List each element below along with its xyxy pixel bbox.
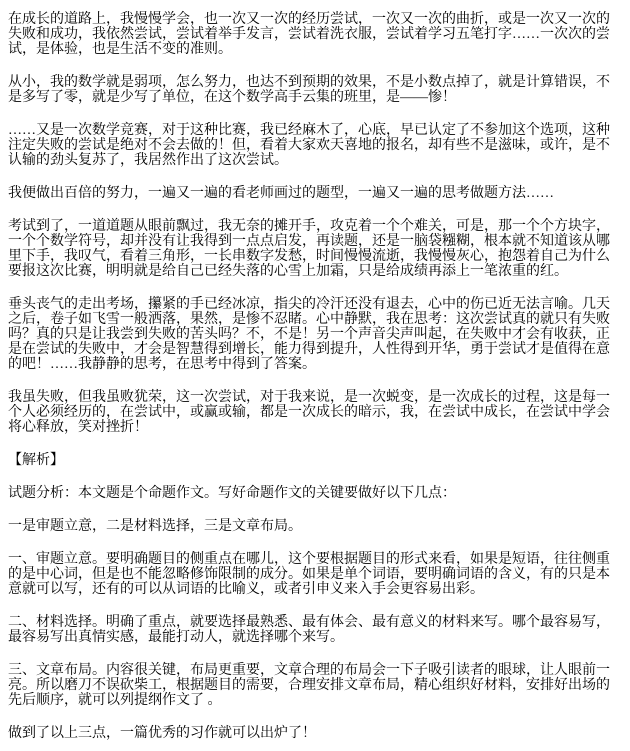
analysis-paragraph: 三、文章布局。内容很关键，布局更重要，文章合理的布局会一下子吸引读者的眼球，让人眼前一亮。所以磨刀不误砍柴工，根据题目的需要，合理安排文章布局，精心组织好材料，安排好出场的先后顺序，就可以列提纲作文了 。 [8, 663, 610, 708]
essay-paragraph: 考试到了，一道道题从眼前飘过，我无奈的摊开手，攻克着一个个难关，可是，那一个个方块字，一个个数学符号，却并没有让我得到一点点启发，再读题，还是一脑袋糨糊，根本就不知道该从哪里下手，我叹气，看着三角形，一长串数字发愁，时间慢慢流逝，我慢慢灰心，抱怨着自己为什么要报这次比赛，明明就是给自己已经失落的心雪上加霜，只是给成绩再添上一笔浓重的红。 [8, 219, 610, 279]
analysis-paragraph: 一、审题立意。要明确题目的侧重点在哪儿，这个要根据题目的形式来看，如果是短语，往往侧重的是中心词，但是也不能忽略修饰限制的成分。如果是单个词语，要明确词语的含义，有的只是本意就可以写，还有的可以从词语的比喻义，或者引申义来入手会更容易出彩。 [8, 552, 610, 597]
essay-paragraph: 从小，我的数学就是弱项，怎么努力，也达不到预期的效果，不是小数点掉了，就是计算错误，不是多写了零，就是少写了单位，在这个数学高手云集的班里，是——惨！ [8, 75, 610, 105]
analysis-paragraph: 试题分析：本文题是个命题作文。写好命题作文的关键要做好以下几点： [8, 486, 456, 501]
analysis-paragraph: 二、材料选择。明确了重点，就要选择最熟悉、最有体会、最有意义的材料来写。哪个最容易写，最容易写出真情实感，最能打动人，就选择哪个来写。 [8, 615, 610, 645]
analysis-paragraph: 一是审题立意，二是材料选择，三是文章布局。 [8, 519, 302, 534]
analysis-header: 【解析】 [8, 453, 64, 468]
essay-paragraph: 我便做出百倍的努力，一遍又一遍的看老师画过的题型，一遍又一遍的思考做题方法…… [8, 186, 554, 201]
analysis-paragraph: 做到了以上三点，一篇优秀的习作就可以出炉了！ [8, 726, 316, 741]
essay-section [8, 12, 622, 435]
essay-paragraph: 我虽失败，但我虽败犹荣，这一次尝试，对于我来说，是一次蜕变，是一次成长的过程，这是每一个人必须经历的，在尝试中，或赢或输，都是一次成长的暗示，我，在尝试中成长，在尝试中学会将心释放，笑对挫折！ [8, 390, 610, 435]
essay-paragraph: 垂头丧气的走出考场，攥紧的手已经冰凉，指尖的冷汗还没有退去，心中的伤已近无法言喻。几天之后，卷子如飞雪一般洒落，果然，是惨不忍睹。心中静默，我在思考：这次尝试真的就只有失败吗？真的只是让我尝到失败的苦头吗？不，不是！另一个声音尖声叫起，在失败中才会有收获，正是在尝试的失败中，才会是智慧得到增长，能力得到提升，人性得到开华，勇于尝试才是值得在意的吧！……我静静的思考，在思考中得到了答案。 [8, 297, 610, 372]
essay-paragraph: ……又是一次数学竞赛，对于这种比赛，我已经麻木了，心底，早已认定了不参加这个选项，这种注定失败的尝试是绝对不会去做的！但，看着大家欢天喜地的报名，却有些不是滋味，或许，是不认输的劲头复苏了，我居然作出了这次尝试。 [8, 123, 610, 168]
analysis-section [8, 453, 622, 741]
essay-paragraph: 在成长的道路上，我慢慢学会，也一次又一次的经历尝试，一次又一次的曲折，或是一次又一次的失败和成功，我依然尝试，尝试着举手发言，尝试着洗衣服，尝试着学习五笔打字……一次次的尝试，是体验，也是生活不变的准则。 [8, 12, 610, 57]
